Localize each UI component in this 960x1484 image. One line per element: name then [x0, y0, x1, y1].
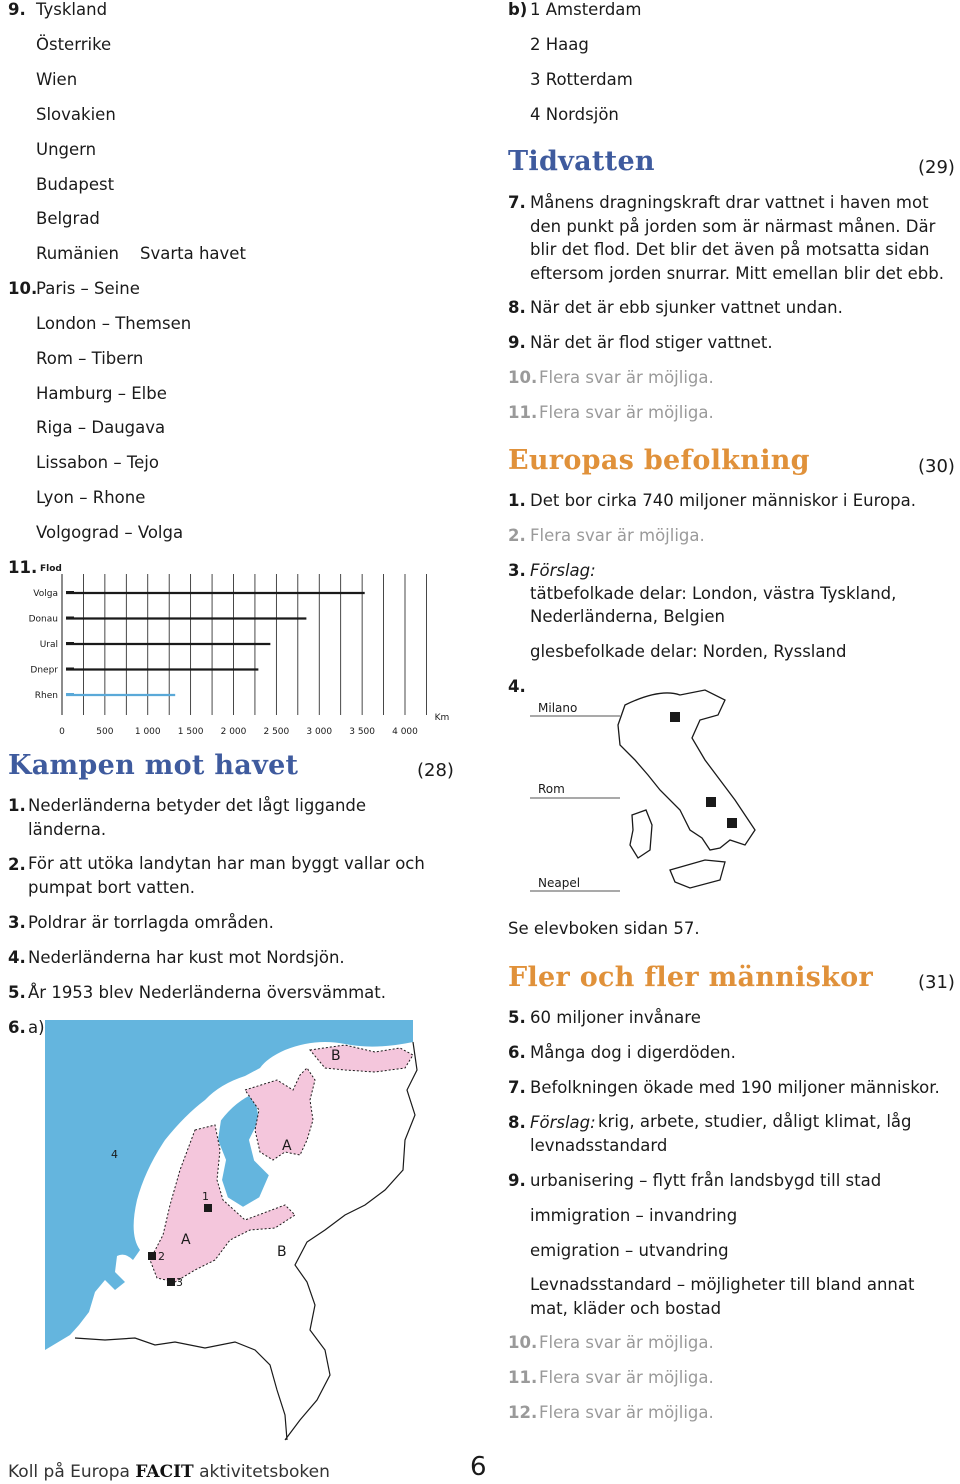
chart-category-label: Ural — [39, 640, 58, 650]
city-rom-label: Rom — [538, 782, 565, 796]
chart-category-label: Donau — [28, 614, 58, 625]
q9-line: Österrike — [36, 35, 112, 54]
q10-line: Volgograd – Volga — [36, 523, 184, 542]
q10-line: Riga – Daugava — [36, 418, 166, 437]
map-label-b-top: B — [331, 1048, 341, 1064]
map-label-a-upper: A — [282, 1138, 292, 1154]
chart-category-label: Rhen — [34, 691, 58, 701]
chart-tick-label: 1 500 — [177, 727, 204, 737]
q9-line: Rumänien — [36, 244, 120, 263]
answer-text: Nederländerna betyder det lågt liggande länderna. — [28, 796, 367, 839]
page-number: 6 — [470, 1452, 487, 1482]
q11-number: 11. — [8, 558, 38, 577]
befolkning-text: Nederländerna, Belgien — [530, 607, 725, 626]
chart-unit-label: Km — [434, 713, 450, 723]
city-amsterdam-marker — [204, 1204, 212, 1212]
fler-text: urbanisering – flytt från landsbygd till stad — [530, 1171, 882, 1190]
q10-line: Rom – Tibern — [36, 349, 144, 368]
map-label-2: 2 — [158, 1250, 165, 1263]
fler-text: Flera svar är möjliga. — [539, 1403, 714, 1422]
b-line: 4 Nordsjön — [530, 105, 619, 124]
b-line: 2 Haag — [530, 35, 589, 54]
city-milano-marker — [670, 712, 680, 722]
chart-title: Flod — [40, 564, 62, 574]
italy-map — [530, 680, 770, 895]
netherlands-map — [45, 1020, 465, 1450]
b-label: b) — [508, 0, 528, 19]
q10-line: Lissabon – Tejo — [36, 453, 159, 472]
befolkning-text: Flera svar är möjliga. — [530, 526, 705, 545]
answer-text: Poldrar är torrlagda områden. — [28, 913, 274, 932]
sicily-outline — [670, 860, 725, 888]
answer-number: 6. — [8, 1018, 26, 1037]
answer-text: År 1953 blev Nederländerna översvämmat. — [28, 983, 386, 1002]
tidvatten-number: 11. — [508, 403, 538, 422]
answer-number: 4. — [8, 948, 26, 967]
answer-number: 2. — [8, 855, 26, 874]
footer-prefix: Koll på Europa — [8, 1462, 130, 1482]
befolkning-text: glesbefolkade delar: Norden, Ryssland — [530, 642, 847, 661]
fler-text: immigration – invandring — [530, 1206, 738, 1225]
tidvatten-text: Flera svar är möjliga. — [539, 403, 714, 422]
befolkning-number: 4. — [508, 677, 526, 696]
befolkning-note: Se elevboken sidan 57. — [508, 919, 700, 938]
fler-number: 7. — [508, 1078, 526, 1097]
section-page-befolkning: (30) — [918, 456, 955, 477]
chart-tick-label: 3 000 — [306, 727, 333, 737]
answer-number: 3. — [8, 913, 26, 932]
q9-line: Slovakien — [36, 105, 116, 124]
map-label-4: 4 — [111, 1148, 118, 1161]
fler-number: 9. — [508, 1171, 526, 1190]
section-title-befolkning: Europas befolkning — [508, 445, 810, 476]
fler-text: Levnadsstandard – möjligheter till bland annat mat, kläder och bostad — [530, 1275, 915, 1318]
befolkning-number: 2. — [508, 526, 526, 545]
b-line: 3 Rotterdam — [530, 70, 633, 89]
q9-extra: Svarta havet — [140, 244, 246, 263]
section-page-kampen: (28) — [417, 760, 454, 781]
fler-text: emigration – utvandring — [530, 1241, 729, 1260]
answer-text: För att utöka landytan har man byggt vallar och pumpat bort vatten. — [28, 854, 425, 897]
q10-number: 10. — [8, 279, 38, 298]
fler-lead: Förslag: — [530, 1113, 596, 1132]
chart-tick-label: 2 000 — [220, 727, 247, 737]
q9-line: Ungern — [36, 140, 97, 159]
map-label-a-lower: A — [181, 1232, 191, 1248]
q9-line: Tyskland — [36, 0, 108, 19]
chart-category-label: Dnepr — [30, 665, 58, 676]
fler-text: Många dog i digerdöden. — [530, 1043, 736, 1062]
befolkning-lead: Förslag: — [530, 561, 596, 580]
polder-b-top — [310, 1045, 413, 1072]
map-label-3: 3 — [176, 1276, 183, 1289]
fler-number: 6. — [508, 1043, 526, 1062]
tidvatten-number: 7. — [508, 193, 526, 212]
map-label-1: 1 — [202, 1190, 209, 1203]
fler-number: 8. — [508, 1113, 526, 1132]
tidvatten-text: När det är ebb sjunker vattnet undan. — [530, 298, 843, 317]
q9-line: Wien — [36, 70, 78, 89]
q10-line: London – Themsen — [36, 314, 192, 333]
answer-number: 1. — [8, 796, 26, 815]
city-neapel-marker — [727, 818, 737, 828]
q10-line: Paris – Seine — [36, 279, 140, 298]
chart-tick-label: 2 500 — [263, 727, 290, 737]
footer-brand: FACIT — [135, 1462, 194, 1482]
sardinia-outline — [630, 810, 652, 858]
footer-suffix: aktivitetsboken — [199, 1462, 330, 1482]
fler-number: 5. — [508, 1008, 526, 1027]
answer-text: a) — [28, 1018, 45, 1037]
chart-tick-label: 1 000 — [134, 727, 161, 737]
section-page-tidvatten: (29) — [918, 157, 955, 178]
river-length-chart — [0, 558, 460, 743]
q10-line: Hamburg – Elbe — [36, 384, 167, 403]
befolkning-number: 1. — [508, 491, 526, 510]
chart-tick-label: 4 000 — [392, 727, 418, 737]
city-rom-marker — [706, 797, 716, 807]
fler-number: 10. — [508, 1333, 538, 1352]
tidvatten-number: 8. — [508, 298, 526, 317]
map-label-b-lower: B — [277, 1244, 287, 1260]
fler-text: Flera svar är möjliga. — [539, 1333, 714, 1352]
chart-category-label: Volga — [33, 589, 58, 599]
section-page-fler: (31) — [918, 972, 955, 993]
befolkning-text: tätbefolkade delar: London, västra Tyskland, — [530, 584, 897, 603]
tidvatten-number: 10. — [508, 368, 538, 387]
city-neapel-label: Neapel — [538, 876, 581, 890]
fler-number: 12. — [508, 1403, 538, 1422]
section-title-fler: Fler och fler människor — [508, 962, 874, 993]
chart-tick-label: 0 — [59, 727, 65, 737]
city-milano-label: Milano — [538, 701, 578, 715]
answer-text: Nederländerna har kust mot Nordsjön. — [28, 948, 345, 967]
section-title-tidvatten: Tidvatten — [508, 146, 655, 177]
section-title-kampen: Kampen mot havet — [8, 750, 299, 781]
fler-text: 60 miljoner invånare — [530, 1008, 701, 1027]
tidvatten-text: Månens dragningskraft drar vattnet i haven mot den punkt på jorden som är närmast månen. Där blir det flod. Det blir det även på motsatta sidan eftersom jorden snurrar. Mitt emellan blir det ebb. — [530, 193, 944, 283]
befolkning-text: Det bor cirka 740 miljoner människor i Europa. — [530, 491, 916, 510]
b-line: 1 Amsterdam — [530, 0, 642, 19]
footer — [8, 1462, 330, 1482]
answer-number: 5. — [8, 983, 26, 1002]
fler-text: Befolkningen ökade med 190 miljoner människor. — [530, 1078, 940, 1097]
tidvatten-text: När det är flod stiger vattnet. — [530, 333, 773, 352]
fler-number: 11. — [508, 1368, 538, 1387]
city-rotterdam-marker — [167, 1278, 175, 1286]
befolkning-number: 3. — [508, 561, 526, 580]
q9-line: Belgrad — [36, 209, 100, 228]
fler-text: krig, arbete, studier, dåligt klimat, låg levnadsstandard — [530, 1112, 912, 1155]
q10-line: Lyon – Rhone — [36, 488, 146, 507]
tidvatten-text: Flera svar är möjliga. — [539, 368, 714, 387]
city-haag-marker — [148, 1252, 156, 1260]
chart-tick-label: 500 — [96, 727, 114, 737]
q9-number: 9. — [8, 0, 26, 19]
q9-line: Budapest — [36, 175, 115, 194]
tidvatten-number: 9. — [508, 333, 526, 352]
chart-tick-label: 3 500 — [349, 727, 376, 737]
fler-text: Flera svar är möjliga. — [539, 1368, 714, 1387]
